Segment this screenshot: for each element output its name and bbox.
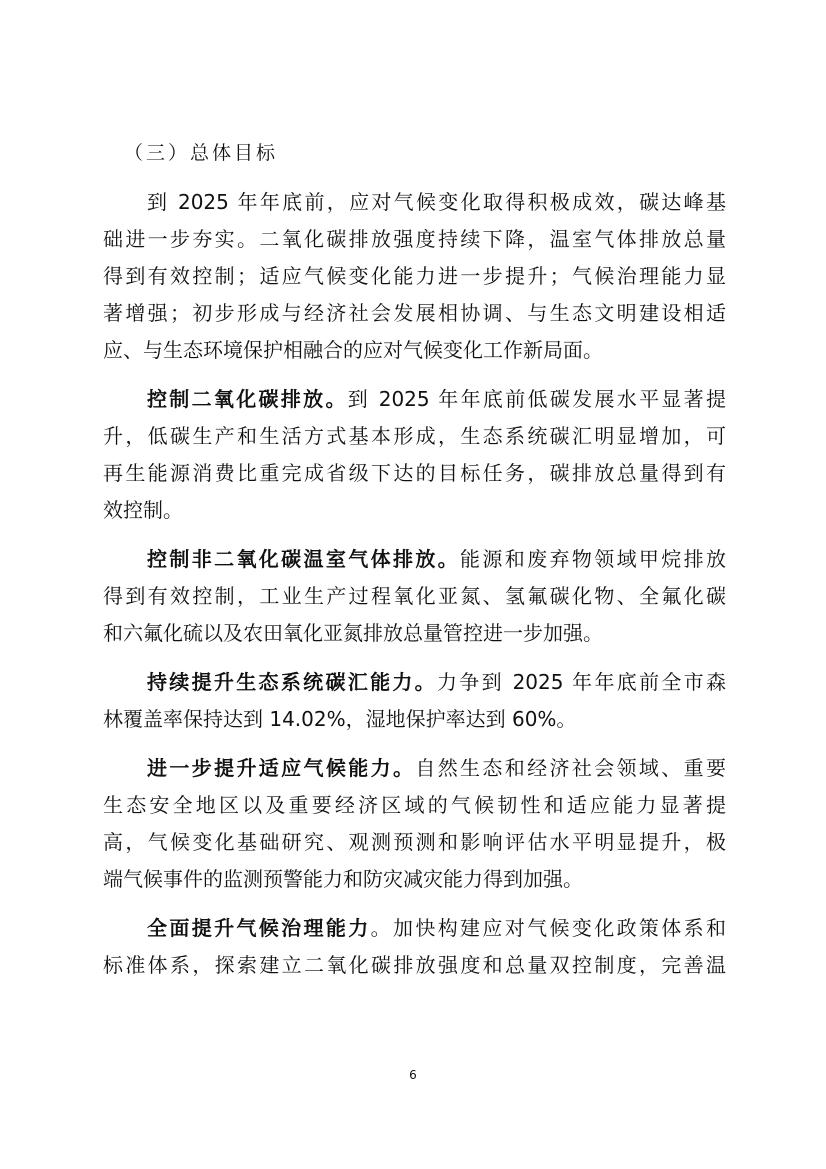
text-line <box>103 332 726 369</box>
line-text: 能源和废弃物领域甲烷排放 <box>460 547 726 571</box>
line-text: 到 2025 年年底前低碳发展水平显著提 <box>347 387 726 411</box>
text-line <box>103 910 726 947</box>
paragraph-lead: 全面提升气候治理能力 <box>147 916 371 940</box>
text-line <box>103 541 726 578</box>
text-line <box>103 295 726 332</box>
text-line <box>103 615 726 652</box>
paragraph-lead: 进一步提升适应气候能力。 <box>147 756 416 780</box>
paragraph <box>103 184 726 369</box>
text-line <box>103 184 726 221</box>
paragraphs <box>103 184 726 984</box>
line-text: 端气候事件的监测预警能力和防灾减灾能力得到加强。 <box>103 867 583 891</box>
text-line <box>103 258 726 295</box>
paragraph-lead: 持续提升生态系统碳汇能力。 <box>147 670 437 694</box>
section-heading: （三）总体目标 <box>124 142 279 164</box>
paragraph <box>103 910 726 984</box>
line-text: 到 2025 年年底前，应对气候变化取得积极成效，碳达峰基 <box>147 190 726 214</box>
text-line <box>103 787 726 824</box>
paragraph <box>103 381 726 529</box>
line-text: 生态安全地区以及重要经济区域的气候韧性和适应能力显著提 <box>103 793 726 817</box>
paragraph <box>103 541 726 652</box>
text-line <box>103 861 726 898</box>
line-text: 。加快构建应对气候变化政策体系和 <box>370 916 726 940</box>
paragraph <box>103 750 726 898</box>
line-text: 和六氟化硫以及农田氧化亚氮排放总量管控进一步加强。 <box>103 621 603 645</box>
line-text: 效控制。 <box>103 498 183 522</box>
line-text: 升，低碳生产和生活方式基本形成，生态系统碳汇明显增加，可 <box>103 424 726 448</box>
document-page <box>103 135 726 984</box>
line-text: 础进一步夯实。二氧化碳排放强度持续下降，温室气体排放总量 <box>103 227 726 251</box>
text-line <box>103 750 726 787</box>
line-text: 标准体系，探索建立二氧化碳排放强度和总量双控制度，完善温 <box>103 953 726 977</box>
line-text: 得到有效控制，工业生产过程氧化亚氮、氢氟碳化物、全氟化碳 <box>103 584 726 608</box>
line-text: 再生能源消费比重完成省级下达的目标任务，碳排放总量得到有 <box>103 461 726 485</box>
line-text: 著增强；初步形成与经济社会发展相协调、与生态文明建设相适 <box>103 301 726 325</box>
line-text: 应、与生态环境保护相融合的应对气候变化工作新局面。 <box>103 338 603 362</box>
text-line <box>103 824 726 861</box>
paragraph-lead: 控制非二氧化碳温室气体排放。 <box>147 547 461 571</box>
text-line <box>103 492 726 529</box>
text-line <box>103 578 726 615</box>
line-text: 高，气候变化基础研究、观测预测和影响评估水平明显提升，极 <box>103 830 726 854</box>
text-line <box>103 418 726 455</box>
text-line <box>103 381 726 418</box>
text-line <box>103 664 726 701</box>
paragraph-lead: 控制二氧化碳排放。 <box>147 387 348 411</box>
text-line <box>103 701 726 738</box>
text-line <box>103 947 726 984</box>
paragraph <box>103 664 726 738</box>
text-line <box>103 455 726 492</box>
page-number: 6 <box>409 1068 417 1082</box>
line-text: 力争到 2025 年年底前全市森 <box>437 670 726 694</box>
text-line <box>103 221 726 258</box>
line-text: 得到有效控制；适应气候变化能力进一步提升；气候治理能力显 <box>103 264 726 288</box>
line-text: 自然生态和经济社会领域、重要 <box>415 756 726 780</box>
line-text: 林覆盖率保持达到 14.02%，湿地保护率达到 60%。 <box>103 707 577 731</box>
